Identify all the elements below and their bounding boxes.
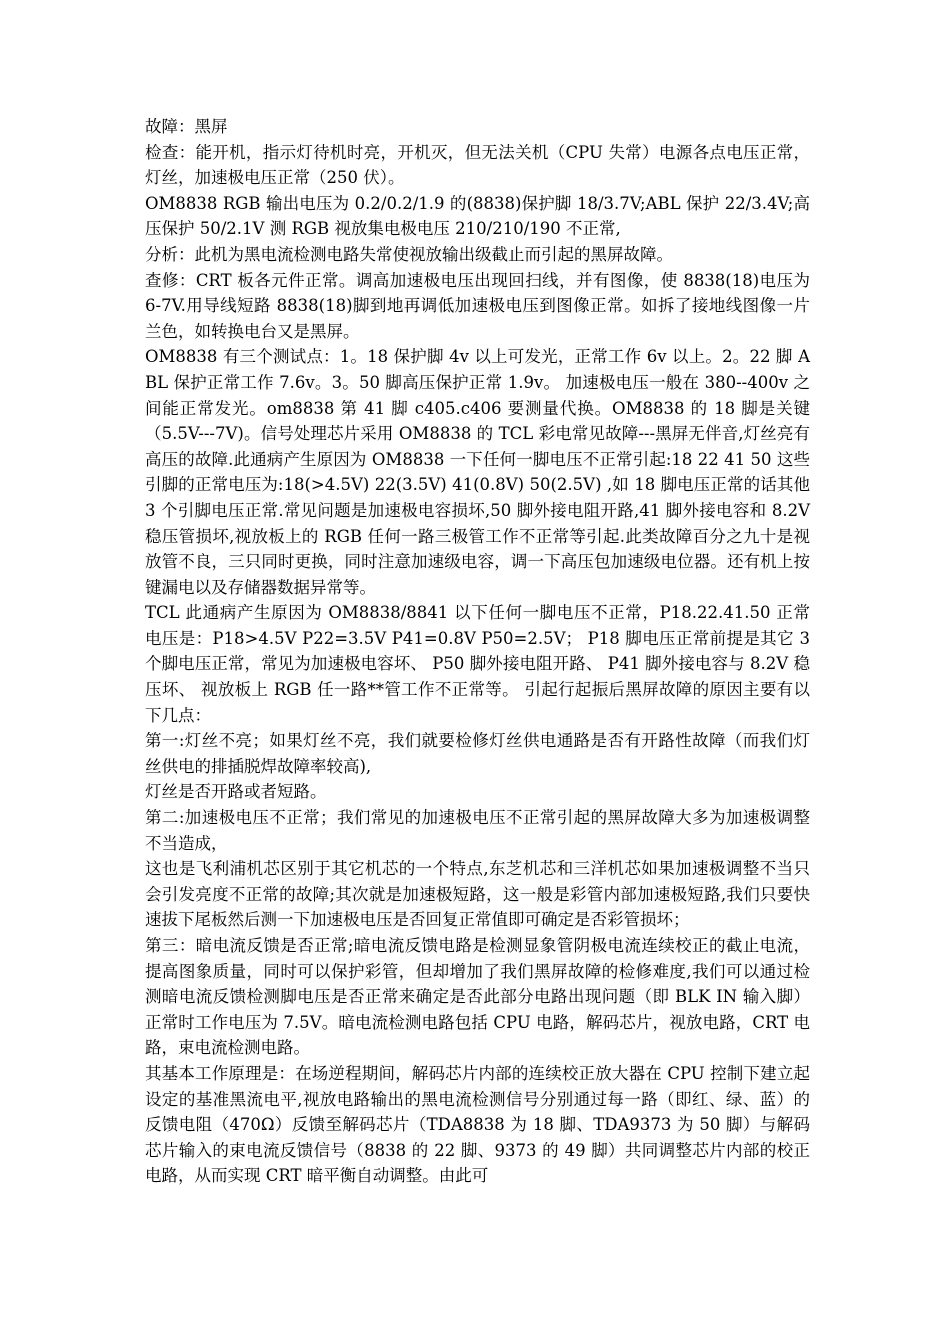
analysis-paragraph: 分析：此机为黑电流检测电路失常使视放输出级截止而引起的黑屏故障。 xyxy=(145,244,673,264)
cause-two-detail: 这也是飞利浦机芯区别于其它机芯的一个特点,东芝机芯和三洋机芯如果加速极调整不当只会引发亮度不正常的故障;其次就是加速极短路，这一般是彩管内部加速极短路,我们只要快速拔下尾板然后测一下加速极电压是否回复正常值即可确定是否彩管损坏； xyxy=(145,859,810,930)
repair-paragraph: 查修：CRT 板各元件正常。调高加速极电压出现回扫线，并有图像，使 8838(18)电压为 6-7V.用导线短路 8838(18)脚到地再调低加速极电压到图像正常。如拆了接地线图像一片兰色，如转换电台又是黑屏。 xyxy=(145,270,810,341)
inspection-paragraph: 检查：能开机，指示灯待机时亮，开机灭，但无法关机（CPU 失常）电源各点电压正常，灯丝，加速极电压正常（250 伏）。 xyxy=(145,142,810,188)
document-body xyxy=(145,114,810,1189)
cause-three-paragraph: 第三：暗电流反馈是否正常;暗电流反馈电路是检测显象管阴极电流连续校正的截止电流，提高图象质量，同时可以保护彩管，但却增加了我们黑屏故障的检修难度,我们可以通过检测暗电流反馈检测脚电压是否正常来确定是否此部分电路出现问题（即 BLK IN 输入脚）正常时工作电压为 7.5V。暗电流检测电路包括 CPU 电路，解码芯片，视放电路，CRT 电路，束电流检测电路。 xyxy=(145,936,810,1058)
fault-title: 故障：黑屏 xyxy=(145,117,228,136)
cause-one-note: 灯丝是否开路或者短路。 xyxy=(145,782,327,802)
test-points-paragraph: OM8838 有三个测试点：1。18 保护脚 4v 以上可发光，正常工作 6v 以上。2。22 脚 ABL 保护正常工作 7.6v。3。50 脚高压保护正常 1.9v。 加速极电压一般在 380--400v 之间能正常发光。om8838 第 41 脚 c405.c406 要测量代换。OM8838 的 18 脚是关键（5.5V---7V)。信号处理芯片采用 OM8838 的 TCL 彩电常见故障---黑屏无伴音,灯丝亮有高压的故障.此通病产生原因为 OM8838 一下任何一脚电压不正常引起:18 22 41 50 这些引脚的正常电压为:18(>4.5V) 22(3.5V) 41(0.8V) 50(2.5V) ,如 18 脚电压正常的话其他 3 个引脚电压正常.常见问题是加速极电容损坏,50 脚外接电阻开路,41 脚外接电容和 8.2V 稳压管损坏,视放板上的 RGB 任何一路三极管工作不正常等引起.此类故障百分之九十是视放管不良，三只同时更换，同时注意加速级电容，调一下高压包加速级电位器。还有机上按键漏电以及存储器数据异常等。 xyxy=(145,347,811,597)
tcl-common-fault-paragraph: TCL 此通病产生原因为 OM8838/8841 以下任何一脚电压不正常，P18.22.41.50 正常电压是：P18>4.5V P22=3.5V P41=0.8V P50=2.5V； P18 脚电压正常前提是其它 3 个脚电压正常，常见为加速极电容坏、 P50 脚外接电阻开路、 P41 脚外接电容与 8.2V 稳压坏、 视放板上 RGB 任一路**管工作不正常等。 引起行起振后黑屏故障的原因主要有以下几点： xyxy=(145,603,810,725)
voltage-readings-paragraph: OM8838 RGB 输出电压为 0.2/0.2/1.9 的(8838)保护脚 18/3.7V;ABL 保护 22/3.4V;高压保护 50/2.1V 测 RGB 视放集电极电压 210/210/190 不正常, xyxy=(145,193,810,239)
cause-one-paragraph: 第一:灯丝不亮；如果灯丝不亮，我们就要检修灯丝供电通路是否有开路性故障（而我们灯丝供电的排插脱焊故障率较高), xyxy=(145,731,810,776)
working-principle-paragraph: 其基本工作原理是：在场逆程期间，解码芯片内部的连续校正放大器在 CPU 控制下建立起设定的基准黑流电平,视放电路输出的黑电流检测信号分别通过每一路（即红、绿、蓝）的反馈电阻（470Ω）反馈至解码芯片（TDA8838 为 18 脚、TDA9373 为 50 脚）与解码芯片输入的束电流反馈信号（8838 的 22 脚、9373 的 49 脚）共同调整芯片内部的校正电路，从而实现 CRT 暗平衡自动调整。由此可 xyxy=(145,1063,810,1186)
cause-two-paragraph: 第二:加速极电压不正常；我们常见的加速极电压不正常引起的黑屏故障大多为加速极调整不当造成， xyxy=(145,808,810,853)
